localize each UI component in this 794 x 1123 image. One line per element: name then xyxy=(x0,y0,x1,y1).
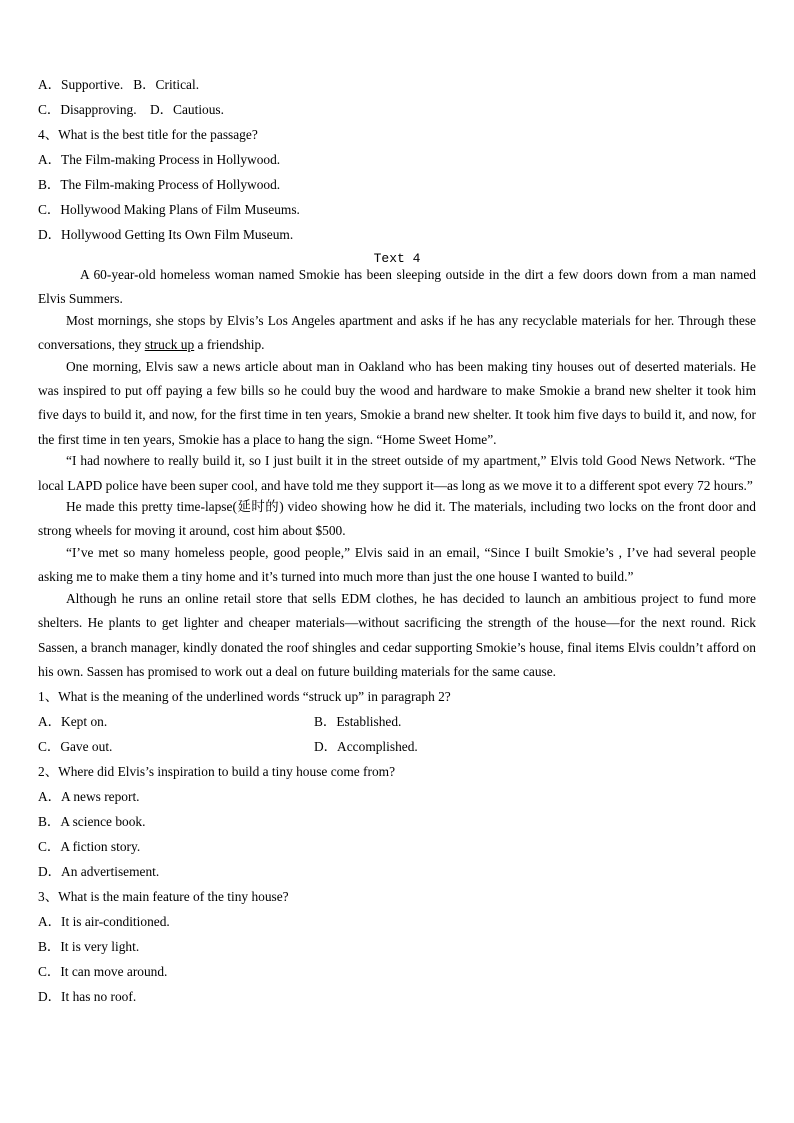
document-page xyxy=(38,76,756,1013)
question-2: 2、Where did Elvis’s inspiration to build a tiny house come from? xyxy=(38,764,396,780)
option-b: B．Established. xyxy=(314,714,402,730)
underlined-phrase: struck up xyxy=(144,337,195,353)
passage xyxy=(38,263,756,684)
option-row xyxy=(38,76,756,101)
questions xyxy=(38,688,756,1013)
option-row xyxy=(38,738,756,763)
option-row xyxy=(38,101,756,126)
paragraph-6: “I’ve met so many homeless people, good people,” Elvis said in an email, “Since I built Smokie’s , I’ve had several people asking me to make them a tiny home and it’s turned into much more than just the one house I wanted to build.” xyxy=(38,544,756,585)
option-b: B．It is very light. xyxy=(38,939,140,955)
option-b: B．Critical. xyxy=(133,77,200,92)
option-b: B．The Film-making Process of Hollywood. xyxy=(38,177,281,192)
option-c: C．Hollywood Making Plans of Film Museums. xyxy=(38,202,300,217)
paragraph-4: “I had nowhere to really build it, so I just built it in the street outside of my apartment,” Elvis told Good News Network. “The local LAPD police have been super cool, and have told me they support it—as long as we move it to a different spot every 72 hours.” xyxy=(38,453,756,493)
paragraph-3: One morning, Elvis saw a news article about man in Oakland who has been making tiny houses out of deserted materials. He was inspired to put off paying a few bills so he could buy the wood and hardware to make Smokie a brand new shelter it took him five days to build it, and now, for the first time in ten years, Smokie a brand new shelter. It took him five days to build it, and now, for the first time in ten years, Smokie has a place to hang the sign. “Home Sweet Home”. xyxy=(38,358,756,447)
option-a: A．It is air-conditioned. xyxy=(38,914,170,930)
question-3: 3、What is the main feature of the tiny house? xyxy=(38,889,289,905)
option-d: D．Accomplished. xyxy=(314,739,418,755)
question-4: 4、What is the best title for the passage? xyxy=(38,127,258,142)
option-a: A．The Film-making Process in Hollywood. xyxy=(38,152,281,167)
question-1: 1、What is the meaning of the underlined words “struck up” in paragraph 2? xyxy=(38,689,451,705)
paragraph-5: He made this pretty time-lapse(延时的) video showing how he did it. The materials, including two locks on the front door and strong wheels for moving it around, cost him about $500. xyxy=(38,499,756,539)
paragraph-7: Although he runs an online retail store that sells EDM clothes, he has decided to launch an ambitious project to fund more shelters. He plants to get lighter and cheaper materials—without sacrificing the strength of the house—for the next round. Rick Sassen, a branch manager, kindly donated the roof shingles and cedar supporting Smokie’s house, final items Elvis couldn’t afford on his own. Sassen has promised to work out a deal on future building materials for the same cause. xyxy=(38,590,756,679)
option-c: C．It can move around. xyxy=(38,964,168,980)
option-a: A．A news report. xyxy=(38,789,140,805)
option-c: C．Gave out. xyxy=(38,739,113,755)
option-row xyxy=(38,713,756,738)
option-d: D．An advertisement. xyxy=(38,864,160,880)
option-a: A．Kept on. xyxy=(38,714,108,730)
option-b: B．A science book. xyxy=(38,814,146,830)
option-c: C．A fiction story. xyxy=(38,839,141,855)
option-d: D．Cautious. xyxy=(149,102,224,117)
option-d: D．Hollywood Getting Its Own Film Museum. xyxy=(38,227,294,242)
text: a friendship. xyxy=(194,337,265,353)
paragraph-1: A 60-year-old homeless woman named Smokie has been sleeping outside in the dirt a few doors down from a man named Elvis Summers. xyxy=(38,267,756,307)
option-d: D．It has no roof. xyxy=(38,989,137,1005)
option-a: A．Supportive. xyxy=(38,77,124,92)
paragraph-2 xyxy=(38,309,756,358)
passage-title: Text 4 xyxy=(373,251,421,266)
option-c: C．Disapproving. xyxy=(38,102,137,117)
text: Most mornings, she stops by Elvis’s Los Angeles apartment and asks if he has any recyclable materials for her. Through these conversations, they xyxy=(38,312,756,353)
